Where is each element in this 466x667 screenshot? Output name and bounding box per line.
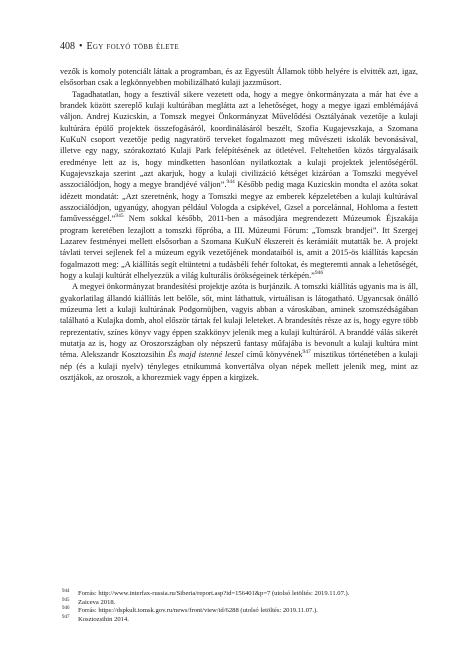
header-bullet: • xyxy=(79,41,83,52)
footnote-text: Forrás: http://www.interfax-russia.ru/Siberia/report.asp?id=156401&p=7 (utolsó letöltés: 2019.11.07.). xyxy=(78,590,350,597)
footnote xyxy=(60,590,418,599)
text-run: Később pedig maga Kuzicskin mondta el azóta sokat idézett mondatát: „Azt szeretnénk, hogy a Tomszki megye az emberek képzeletében a kulaji kultúrával asszociálódjon, ugyanúgy, ahogyan például Vologda a csipkével, Gzsel a porcelánnal, Hohloma a festett faművességgel.” xyxy=(60,180,418,224)
text-run: vezők is komoly potenciált láttak a programban, és az Egyesült Államok több helyére is elvitték azt, igaz, elsősorban csak a legkönnyebben mobilizálható kulaji jazzműsort. xyxy=(60,67,418,88)
footnote-number: 946 xyxy=(62,606,70,612)
book-title: Egy folyó több élete xyxy=(86,41,179,52)
footnote xyxy=(60,599,418,608)
paragraph xyxy=(60,281,418,383)
footnote-ref: 947 xyxy=(302,349,311,356)
footnote-ref: 944 xyxy=(226,179,235,186)
paragraph xyxy=(60,89,418,282)
footnote xyxy=(60,616,418,625)
running-header xyxy=(60,41,420,53)
footnote-text: Forrás: https://dspkult.tomsk.gov.ru/news/front/view/id/6288 (utolsó letöltés: 2019.11.07.). xyxy=(78,607,318,615)
footnote-number: 945 xyxy=(62,597,70,603)
footnote-text: Kosztozsihin 2014. xyxy=(78,615,129,623)
footnotes xyxy=(60,590,418,624)
paragraph xyxy=(60,66,418,89)
footnote xyxy=(60,607,418,616)
page-number: 408 xyxy=(60,41,75,52)
text-run: Tagadhatatlan, hogy a fesztivál sikere vezetett oda, hogy a megye önkormányzata a már hat éve a brandek között szereplő kulaji kultúrában meglátta azt a lehetőséget, hogy a megye igazi emblémájává váljon. Andrej Kuzicskin, a Tomszk megyei Önkormányzat Művelődési Osztályának vezetője a kulaji kultúrára épülő projektek összefogásáról, koordinálásáról beszélt, Szofia Kugajevszkaja, a Szomana KuKuN csoport vezetője pedig nagyratörő terveket fogalmazott meg művészeti iskolák bevonásával, illetve egy nagy, szórakoztató Kulaji Park felépítésének az ötletével. Feltehetően közös tárgyalásaik eredménye lett az is, hogy mindketten hasonlóan nyilatkoztak a kulaji projektek jelentőségéről. Kugajevszkaja szerint „azt akarjuk, hogy a kulaji civilizáció kétséget kizáróan a Tomszki megyével asszociálódjon, hogy a megye brandjévé váljon”. xyxy=(60,89,418,190)
text-run: című könyvének xyxy=(243,350,303,360)
footnote-number: 944 xyxy=(62,589,70,594)
text-run: A megyei önkormányzat brandesítési projektje azóta is burjánzik. A tomszki kiállítás ugyanis ma is áll, gyakorlatilag állandó kiállítás lett belőle, sőt, mint láthattuk, virtuálisan is látogatható. Ugyancsak önálló múzeuma lett a kulaji kultúrának Podgornüjben, vagyis abban a városkában, aminek szomszédságában található a Kulajka domb, ahol először tártak fel kulaji leleteket. A brandesítés része az is, hogy egyre több reprezentatív, színes könyv vagy éppen szakkönyv jelenik meg a kulaji kultúráról. A branddé válás sikerét mutatja az is, hogy az Oroszországban oly népszerű fantasy műfajába is bevonult a kulaji kultúra mint téma. Alekszandr Kosztozsihin xyxy=(60,282,418,360)
footnote-number: 947 xyxy=(62,614,70,620)
footnote-text: Zaiceva 2018. xyxy=(78,598,116,606)
body-text xyxy=(60,66,418,383)
footnote-ref: 945 xyxy=(115,213,124,220)
footnote-ref: 946 xyxy=(314,270,324,277)
text-run: Nem sokkal később, 2011-ben a másodjára megrendezett Múzeumok Éjszakája program keretében lezajlott a tomszki főpróba, a III. Múzeumi Fórum: „Tomszk brandjei”. Itt Szergej Lazarev festményei mellett elsősorban a Szomana KuKuN ékszereit és kerámiáit mutatták be. A projekt távlati tervei sejlenek fel a múzeum egyik vezetőjének mondataiból is, amit a 2015-ös kiállítás kapcsán fogalmazott meg: „A kiállítás segít eltüntetni a tudásbéli fehér foltokat, és megteremti annak a lehetőségét, hogy a kulaji kultúrát elhelyezzük a világ kulturális örökségeinek térképén.” xyxy=(60,214,418,280)
text-run: misztikus történetében a kulaji nép (és a kulaji nyelv) tényleges etnikummá konvertálva olyan népek mellett jelenik meg, mint az osztjákok, az oroszok, a khorezmiek vagy éppen a kirgizek. xyxy=(60,350,419,382)
italic-title: És majd istenné leszel xyxy=(167,350,244,360)
